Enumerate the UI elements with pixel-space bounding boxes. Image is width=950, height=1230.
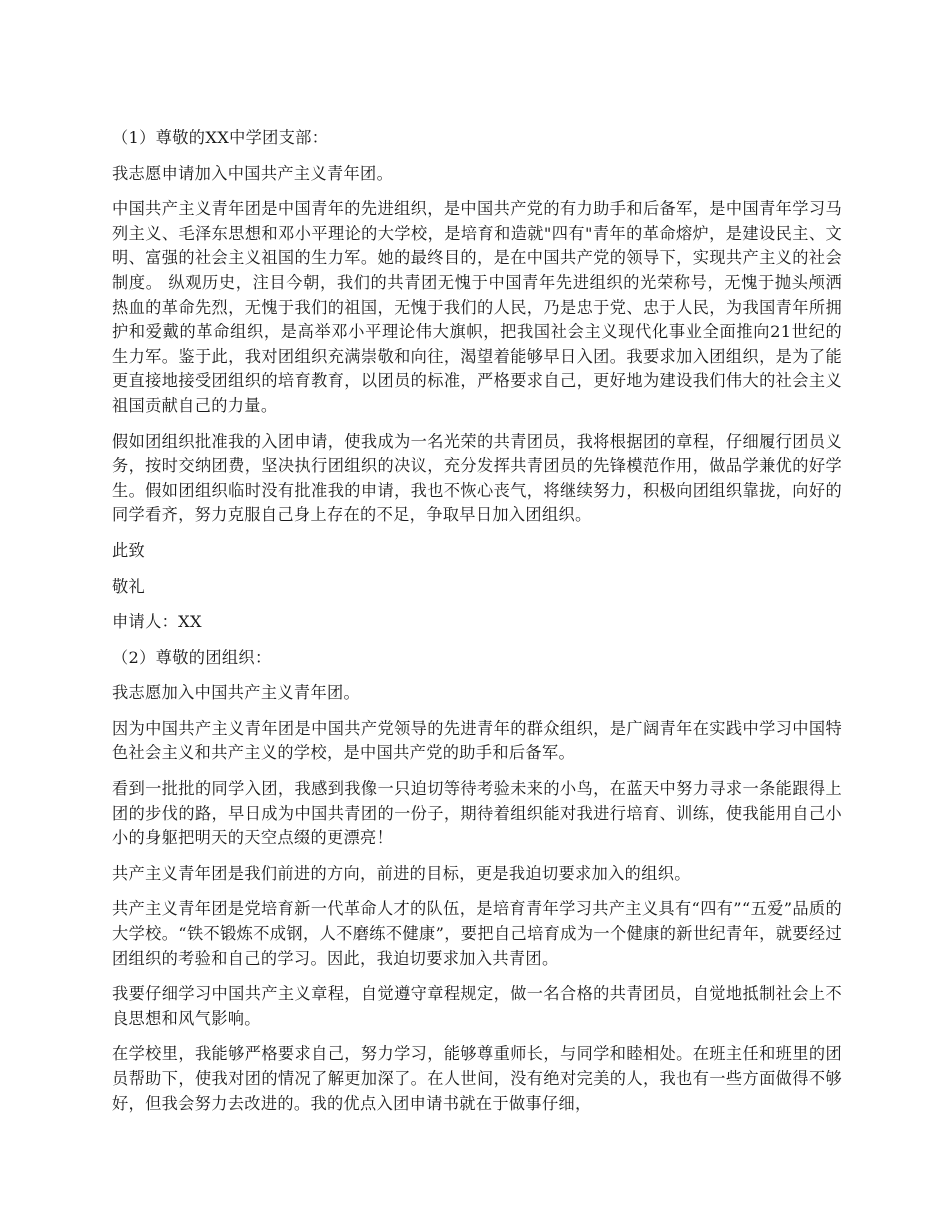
section-1-statement: 我志愿申请加入中国共产主义青年团。 [112, 163, 394, 183]
section-2-paragraph-bird: 看到一批批的同学入团，我感到我像一只迫切等待考验未来的小鸟，在蓝天中努力寻求一条能跟得上团的步伐的路，早日成为中国共青团的一份子，期待着组织能对我进行培育、训练，使我能用自己小小的身躯把明天的天空点缀的更漂亮！ [112, 779, 842, 848]
section-2-paragraph-reason: 因为中国共产主义青年团是中国共产党领导的先进青年的群众组织，是广阔青年在实践中学习中国特色社会主义和共产主义的学校，是中国共产党的助手和后备军。 [112, 718, 842, 763]
closing-jingli: 敬礼 [112, 576, 146, 596]
section-2-paragraph-direction: 共产主义青年团是我们前进的方向，前进的目标，更是我迫切要求加入的组织。 [112, 863, 691, 883]
section-2-paragraph-school: 共产主义青年团是党培育新一代革命人才的队伍，是培育青年学习共产主义具有“四有”“五爱”品质的大学校。“铁不锻炼不成钢，人不磨练不健康”，要把自己培育成为一个健康的新世纪青年，就要经过团组织的考验和自己的学习。因此，我迫切要求加入共青团。 [112, 899, 842, 968]
applicant-signature: 申请人：XX [112, 612, 202, 632]
section-2-statement: 我志愿加入中国共产主义青年团。 [112, 683, 361, 703]
section-1-paragraph-commitment: 假如团组织批准我的入团申请，使我成为一名光荣的共青团员，我将根据团的章程，仔细履行团员义务，按时交纳团费，坚决执行团组织的决议，充分发挥共青团员的先锋模范作用，做品学兼优的好学生。假如团组织临时没有批准我的申请，我也不恢心丧气，将继续努力，积极向团组织靠拢，向好的同学看齐，努力克服自己身上存在的不足，争取早日加入团组织。 [112, 431, 842, 525]
closing-cizhi: 此致 [112, 540, 146, 560]
section-2-paragraph-charter: 我要仔细学习中国共产主义章程，自觉遵守章程规定，做一名合格的共青团员，自觉地抵制社会上不良思想和风气影响。 [112, 984, 842, 1028]
section-1-salutation: （1）尊敬的XX中学团支部： [112, 128, 329, 147]
section-1-paragraph-intro: 中国共产主义青年团是中国青年的先进组织，是中国共产党的有力助手和后备军，是中国青年学习马列主义、毛泽东思想和邓小平理论的大学校，是培育和造就"四有"青年的革命熔炉，是建设民主、文明、富强的社会主义祖国的生力军。她的最终目的，是在中国共产党的领导下，实现共产主义的社会制度。 纵观历史，注目今朝，我们的共青团无愧于中国青年先进组织的光荣称号，无愧于抛头颅洒热血的革命先烈，无愧于我们的祖国，无愧于我们的人民，乃是忠于党、忠于人民，为我国青年所拥护和爱戴的革命组织，是高举邓小平理论伟大旗帜，把我国社会主义现代化事业全面推向21世纪的生力军。鉴于此，我对团组织充满崇敬和向往，渴望着能够早日入团。我要求加入团组织，是为了能更直接地接受团组织的培育教育，以团员的标准，严格要求自己，更好地为建设我们伟大的社会主义祖国贡献自己的力量。 [112, 199, 842, 415]
section-2-salutation: （2）尊敬的团组织： [112, 647, 272, 667]
section-2-paragraph-self: 在学校里，我能够严格要求自己，努力学习，能够尊重师长，与同学和睦相处。在班主任和班里的团员帮助下，使我对团的情况了解更加深了。在人世间，没有绝对完美的人，我也有一些方面做得不够好，但我会努力去改进的。我的优点入团申请书就在于做事仔细， [112, 1044, 842, 1113]
document-body [112, 126, 842, 1127]
